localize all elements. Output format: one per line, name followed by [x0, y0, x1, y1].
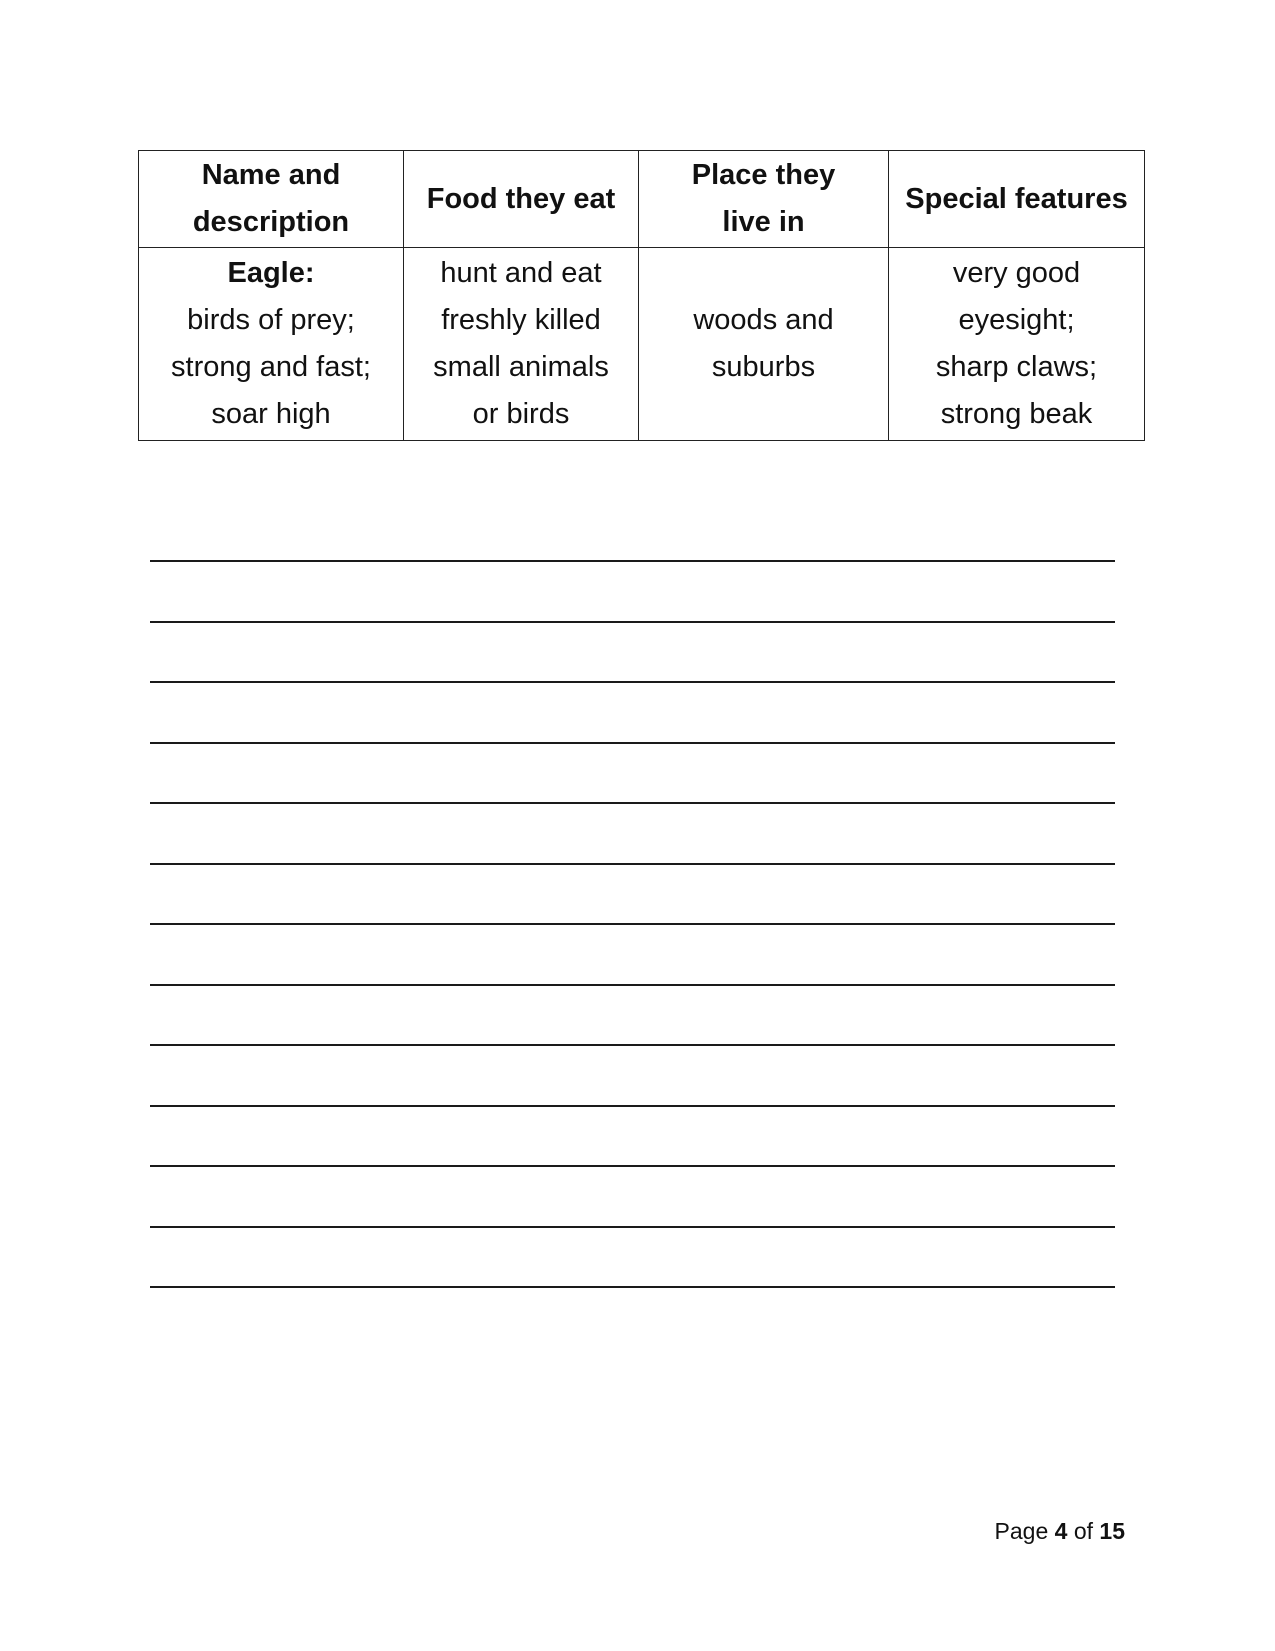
writing-line — [150, 863, 1115, 865]
header-place: Place they live in — [639, 151, 889, 248]
writing-line — [150, 1044, 1115, 1046]
table-header-row — [139, 151, 1145, 248]
table-row — [139, 248, 1145, 441]
header-food: Food they eat — [404, 151, 639, 248]
cell-place: woods and suburbs — [639, 248, 889, 441]
header-name-description: Name and description — [139, 151, 404, 248]
of-word: of — [1073, 1518, 1094, 1544]
writing-line — [150, 1105, 1115, 1107]
writing-line — [150, 681, 1115, 683]
cell-food: hunt and eat freshly killed small animals or birds — [404, 248, 639, 441]
writing-line — [150, 1286, 1115, 1288]
animal-info-table — [138, 150, 1145, 441]
writing-line — [150, 742, 1115, 744]
writing-line — [150, 984, 1115, 986]
total-pages-number: 15 — [1099, 1518, 1125, 1544]
cell-name-description: Eagle: birds of prey; strong and fast; soar high — [139, 248, 404, 441]
writing-line — [150, 1226, 1115, 1228]
animal-name: Eagle: — [227, 257, 315, 289]
writing-line — [150, 1165, 1115, 1167]
current-page-number: 4 — [1054, 1518, 1068, 1544]
page-footer — [960, 1518, 1125, 1545]
writing-line — [150, 923, 1115, 925]
writing-line — [150, 621, 1115, 623]
header-special-features: Special features — [889, 151, 1145, 248]
cell-special-features: very good eyesight; sharp claws; strong beak — [889, 248, 1145, 441]
writing-line — [150, 560, 1115, 562]
writing-line — [150, 802, 1115, 804]
page-word: Page — [994, 1518, 1049, 1544]
writing-lines-area — [150, 560, 1115, 1347]
